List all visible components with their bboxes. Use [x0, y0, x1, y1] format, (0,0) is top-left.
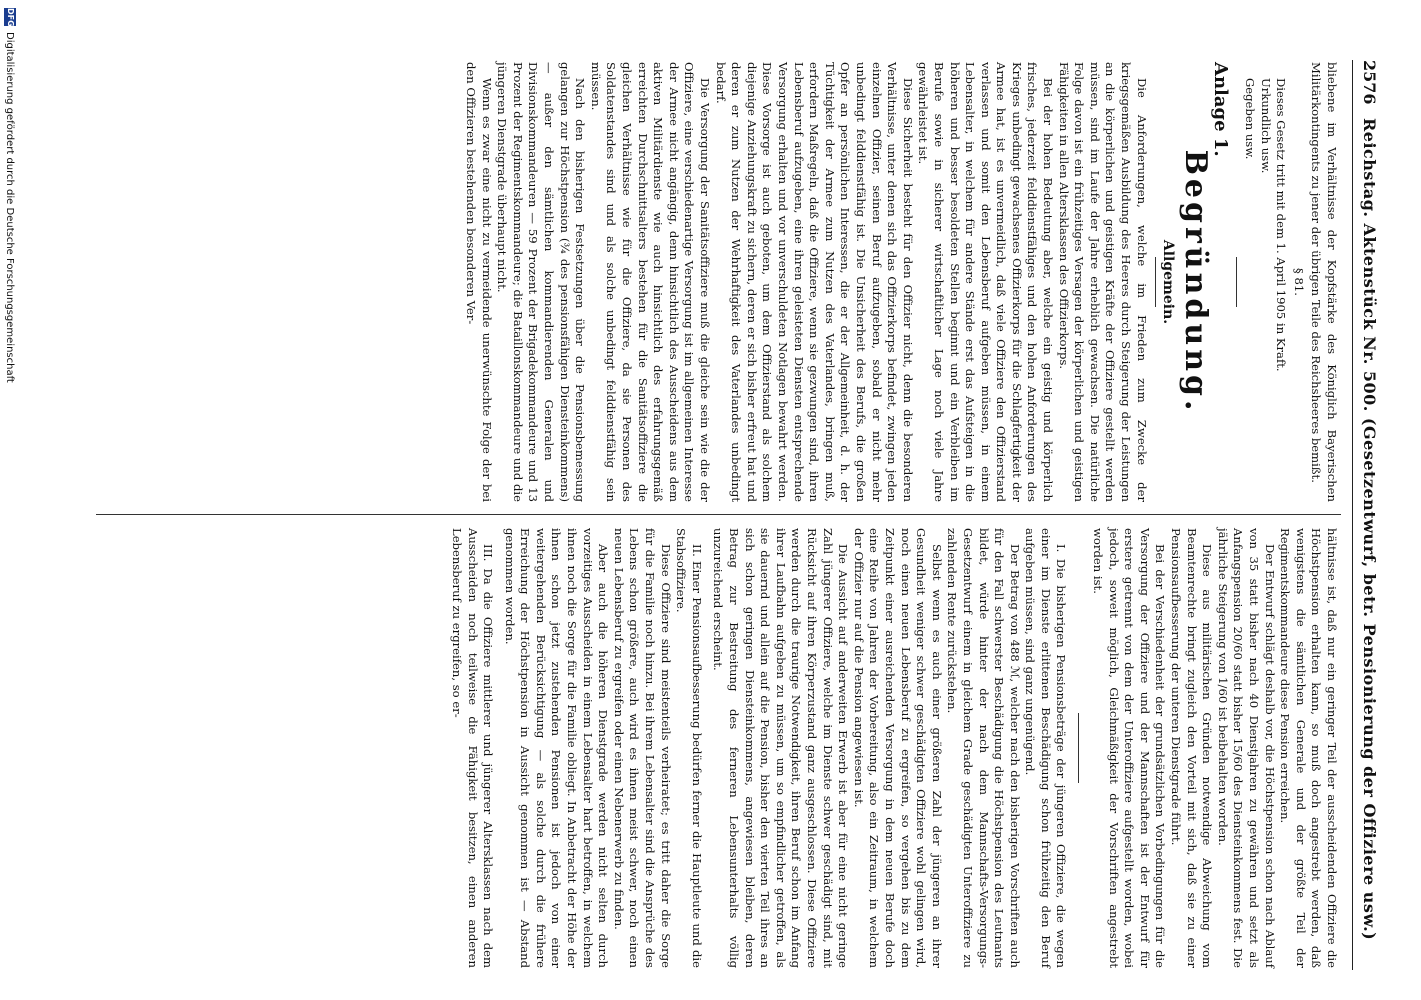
allgemein-heading: Allgemein.	[1160, 239, 1177, 325]
paragraph: Die Aussicht auf anderweiten Erwerb ist aber für eine nicht geringe Zahl jüngerer Offiziere, welche im Dienste schwer geschädigt sind, mit Rücksicht auf ihren Körperzustand ganz ausgeschlossen. Diese Offiziere werden durch die traurige Notwendigkeit, ihren Beruf schon im Anfang ihrer Laufbahn aufgeben zu müssen, um so empfindlicher getroffen, als sie dauernd und allein auf die Pension, bisher den vierten Teil ihres an sich schon geringen Diensteinkommens, angewiesen bleiben, deren Betrag zur Bestreitung des ferneren Lebensunterhalts völlig unzureichend erscheint.	[711, 528, 851, 968]
intro-paragraph: bliebene im Verhältnisse der Kopfstärke des Königlich Bayerischen Militärkontingents zu jener der übrigen Teile des Reichsheeres bemißt.	[1309, 62, 1339, 502]
page-footer	[0, 0, 22, 1000]
left-column	[463, 62, 1339, 502]
column-divider	[96, 514, 1341, 515]
paragraph: Diese Offiziere sind meistenteils verheiratet; es tritt daher die Sorge für die Familie noch hinzu. Bei ihrem Lebensalter sind die Ansprüche des Lebens schon größere, auch wird es ihnen meist schwer, noch einen neuen Lebensberuf zu ergreifen oder einen Nebenerwerb zu finden.	[611, 528, 673, 968]
short-rule	[1079, 713, 1080, 783]
short-rule	[1155, 257, 1156, 307]
paragraph: Der Entwurf schlägt deshalb vor, die Höchstpension schon nach Ablauf von 35 statt bisher nach 40 Dienstjahren zu gewähren und setzt als Anfangspension 20/60 statt bisher 15/60 des Diensteinkommens fest. Die jährliche Steigerung von 1/60 ist beibehalten worden.	[1215, 528, 1277, 968]
page-header	[1349, 60, 1379, 970]
digitization-credit: Digitalisierung gefördert durch die Deutsche Forschungsgemeinschaft	[4, 32, 15, 383]
section-heading-2: II. Einer Pensionsaufbesserung bedürfen ferner die Hauptleute und die Stabsoffiziere.	[674, 528, 704, 968]
right-column	[448, 528, 1339, 968]
paragraph: hältnisse ist, daß nur ein geringer Teil der ausscheidenden Offiziere die Höchstpension erhalten kann, so muß doch angestrebt werden, daß wenigstens die sämtlichen Generale und der größte Teil der Regimentskommandeure diese Pension erreichen.	[1278, 528, 1339, 968]
paragraph: Bei der hohen Bedeutung aber, welche ein geistig und körperlich frisches, jederzeit felddienstfähiges und den hohen Anforderungen des Krieges unbedingt gewachsenes Offizierkorps für die Schlagfertigkeit der Armee hat, ist es unvermeidlich, daß viele Offiziere den Offizierstand verlassen und somit den Lebensberuf aufgeben müssen, in einem Lebensalter, in welchem für andere Stände erst das Aufsteigen in die höheren und besser besoldeten Stellen beginnt und ein Verbleiben im Berufe sowie in sicherer wirtschaftlicher Lage noch viele Jahre gewährleistet ist.	[916, 62, 1056, 502]
anlage-heading: Anlage 1.	[1210, 62, 1232, 157]
paragraph: Der Betrag von 488 ℳ, welcher nach den bisherigen Vorschriften auch für den Fall schwerster Beschädigung die Höchstpension des Leutnants bildet, würde hinter der nach dem Mannschafts-Versorgungs-Gesetzentwurf einem in gleichem Grade geschädigten Unteroffiziere zu zahlenden Rente zurückstehen.	[945, 528, 1022, 968]
page-number: 2576	[1360, 60, 1379, 105]
short-rule	[1236, 257, 1237, 307]
law-effective-paragraph: Dieses Gesetz tritt mit dem 1. April 1905 in Kraft.	[1274, 78, 1289, 372]
paragraph: Aber auch die höheren Dienstgrade werden nicht selten durch vorzeitiges Ausscheiden in einem Lebensalter hart betroffen, in welchem ihnen noch die Sorge für die Familie obliegt. In Anbetracht der Höhe der ihnen schon jetzt zustehenden Pensionen ist jedoch von einer weitergehenden Berücksichtigung — als solche durch die frühere Erreichung der Höchstpension in Aussicht genommen ist — Abstand genommen worden.	[502, 528, 611, 968]
paragraph: Nach den bisherigen Festsetzungen über die Pensionsbemessung gelangen zur Höchstpension (¾ des pensionsfähigen Diensteinkommens) — außer den sämtlichen kommandierenden Generalen und Divisionskommandeuren — 59 Prozent der Brigadekommandeure und 13 Prozent der Regimentskommandeure; die Bataillonskommandeure und die jüngeren Dienstgrade überhaupt nicht.	[495, 62, 588, 502]
dfg-logo-icon: DFG	[6, 8, 15, 27]
paragraph: Selbst wenn es auch einer größeren Zahl der jüngeren an ihrer Gesundheit weniger schwer geschädigten Offiziere wohl gelingen wird, noch einen neuen Lebensberuf zu ergreifen, so vergehen bis zu dem Zeitpunkt einer ausreichenden Versorgung in dem neuen Berufe doch eine Reihe von Jahren der Vorbereitung, also ein Zeitraum, in welchem der Offizier nur auf die Pension angewiesen ist.	[851, 528, 944, 968]
paragraph: Die Versorgung der Sanitätsoffiziere muß die gleiche sein wie die der Offiziere, eine verschiedenartige Versorgung ist im allgemeinen Interesse der Armee nicht angängig, denn hinsichtlich des Ausscheidens aus dem aktiven Militärdienste wie auch hinsichtlich des erfahrungsgemäß erreichten Durchschnittsalters bestehen für die Sanitätsoffiziere die gleichen Verhältnisse wie für die Offiziere, da sie Personen des Soldatenstandes sind und als solche unbedingt felddienstfähig sein müssen.	[588, 62, 713, 502]
paragraph: Wenn es zwar eine nicht zu vermeidende unerwünschte Folge der bei den Offizieren bestehenden besonderen Ver-	[464, 62, 494, 502]
header-rule	[1352, 60, 1353, 970]
begruendung-title: Begründung.	[1177, 149, 1213, 415]
section-sign: § 81.	[1291, 268, 1306, 296]
paragraph: Diese Sicherheit besteht für den Offizier nicht, denn die besonderen Verhältnisse, unter denen sich das Offizierkorps befindet, zwingen jeden einzelnen Offizier, seinen Beruf aufzugeben, sobald er nicht mehr unbedingt felddienstfähig ist. Die Unsicherheit des Berufs, die großen Opfer an persönlichen Interessen, die er der Allgemeinheit, d. h. der Tüchtigkeit der Armee zum Nutzen des Vaterlandes, bringen muß, erfordern Maßregeln, daß die Offiziere, wenn sie gezwungen sind, ihren Lebensberuf aufzugeben, eine ihren geleisteten Diensten entsprechende Versorgung erhalten und vor unverschuldeten Notlagen bewahrt werden. Diese Vorsorge ist auch geboten, um dem Offizierstand als solchem diejenige Anziehungskraft zu sichern, deren er sich bisher erfreut hat und deren er zum Nutzen der Wehrhaftigkeit des Vaterlandes unbedingt bedarf.	[713, 62, 915, 502]
paragraph: Diese aus militärischen Gründen notwendige Abweichung vom Beamtenrechte bringt zugleich den Vorteil mit sich, daß sie zu einer Pensionsaufbesserung der unteren Dienstgrade führt.	[1169, 528, 1215, 968]
paragraph: Die Anforderungen, welche im Frieden zum Zwecke der kriegsgemäßen Ausbildung des Heeres durch Steigerung der Leistungen an die körperlichen und geistigen Kräfte der Offiziere gestellt werden müssen, sind im Laufe der Jahre erheblich gewachsen. Die natürliche Folge davon ist ein frühzeitiges Versagen der körperlichen und geistigen Fähigkeiten in allen Altersklassen des Offizierkorps.	[1056, 62, 1149, 502]
paragraph: Bei der Verschiedenheit der grundsätzlichen Vorbedingungen für die Versorgung der Offiziere und der Mannschaften ist der Entwurf für erstere getrennt von dem der Unteroffiziere aufgestellt worden, wobei jedoch, soweit möglich, Gleichmäßigkeit der Vorschriften angestrebt worden ist.	[1091, 528, 1168, 968]
urkundlich-line: Urkundlich usw.	[1258, 78, 1273, 174]
section-heading-3: III. Da die Offiziere mittlerer und jüngerer Altersklassen nach dem Ausscheiden noch teilweise die Fähigkeit besitzen, einen anderen Lebensberuf zu ergreifen, so er-	[449, 528, 496, 968]
section-heading-1: I. Die bisherigen Pensionsbeträge der jüngeren Offiziere, die wegen einer im Dienste erlittenen Beschädigung schon frühzeitig den Beruf aufgeben müssen, sind ganz ungenügend.	[1023, 528, 1069, 968]
running-title: Reichstag. Aktenstück Nr. 500. (Gesetzentwurf, betr. Pensionierung der Offiziere usw.)	[1360, 118, 1379, 941]
gegeben-line: Gegeben usw.	[1243, 78, 1258, 160]
